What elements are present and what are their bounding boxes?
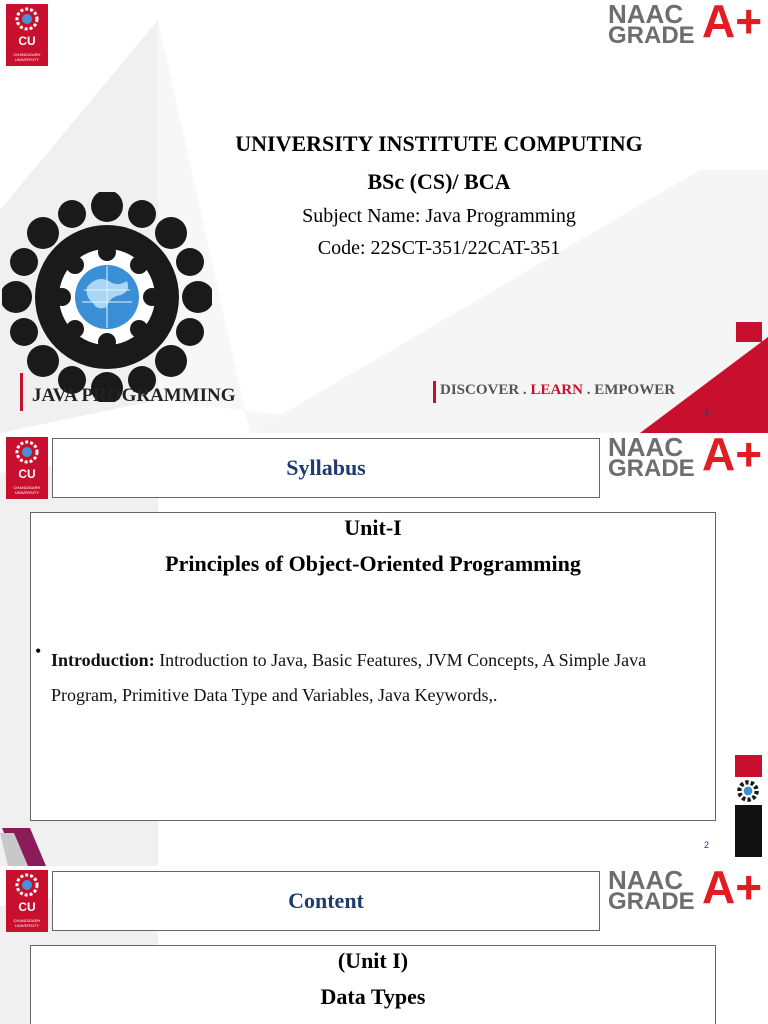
tagline-learn: LEARN xyxy=(530,382,583,398)
course-code: Code: 22SCT-351/22CAT-351 xyxy=(317,237,561,259)
unit-label: Unit-I xyxy=(344,515,402,540)
logo-subtext: CHANDIGARH UNIVERSITY xyxy=(13,918,41,928)
gear-globe-icon xyxy=(2,192,212,402)
intro-text: Introduction to Java, Basic Features, JVM Concepts, A Simple Java Program, Primitive Data Type and Variables, Java Keywords,. xyxy=(51,650,647,705)
unit-title: Data Types xyxy=(320,984,426,1009)
accent-bar xyxy=(433,381,436,403)
tagline-discover: DISCOVER . xyxy=(440,382,531,398)
grade-value: A+ xyxy=(702,0,763,47)
grade-text: GRADE xyxy=(608,455,695,482)
syllabus-slide xyxy=(0,433,768,866)
logo-text: CU xyxy=(18,34,36,48)
institute-title: UNIVERSITY INSTITUTE COMPUTING xyxy=(235,131,643,156)
intro-label: Introduction: xyxy=(51,650,155,670)
accent-bar xyxy=(20,373,23,411)
grade-text: GRADE xyxy=(608,22,695,49)
bullet-icon: • xyxy=(35,641,42,661)
page-number: 1 xyxy=(704,407,710,417)
title-slide xyxy=(0,0,768,433)
tagline-empower: . EMPOWER xyxy=(582,382,676,398)
naac-text: NAAC xyxy=(608,433,684,462)
gear-icon xyxy=(735,778,761,804)
cu-logo xyxy=(6,4,48,66)
grade-text: GRADE xyxy=(608,888,695,915)
seal-icon xyxy=(15,440,39,464)
page-number: 2 xyxy=(704,840,710,850)
subject-name: Subject Name: Java Programming xyxy=(302,205,576,227)
cu-logo xyxy=(6,437,48,499)
tagline xyxy=(440,382,675,399)
cu-logo xyxy=(6,870,48,932)
seal-icon xyxy=(15,873,39,897)
logo-subtext: CHANDIGARH UNIVERSITY xyxy=(13,485,41,495)
footer-course: JAVA PROGRAMMING xyxy=(32,385,236,406)
grade-value: A+ xyxy=(702,866,763,913)
logo-subtext: CHANDIGARH UNIVERSITY xyxy=(13,52,41,62)
seal-icon xyxy=(15,7,39,31)
content-slide xyxy=(0,866,768,1024)
content-box xyxy=(30,945,716,1024)
logo-text: CU xyxy=(18,900,36,914)
naac-text: NAAC xyxy=(608,0,684,29)
side-decoration xyxy=(735,755,762,857)
naac-logo xyxy=(608,435,768,481)
naac-logo xyxy=(608,2,768,48)
slide-heading: Content xyxy=(52,871,600,931)
program-title: BSc (CS)/ BCA xyxy=(367,169,511,194)
grade-value: A+ xyxy=(702,433,763,480)
syllabus-content xyxy=(30,512,716,821)
unit-label: (Unit I) xyxy=(337,948,409,973)
logo-text: CU xyxy=(18,467,36,481)
slide-heading: Syllabus xyxy=(52,438,600,498)
naac-logo xyxy=(608,868,768,914)
intro-paragraph xyxy=(51,643,711,713)
unit-title: Principles of Object-Oriented Programming xyxy=(165,551,581,576)
naac-text: NAAC xyxy=(608,866,684,895)
